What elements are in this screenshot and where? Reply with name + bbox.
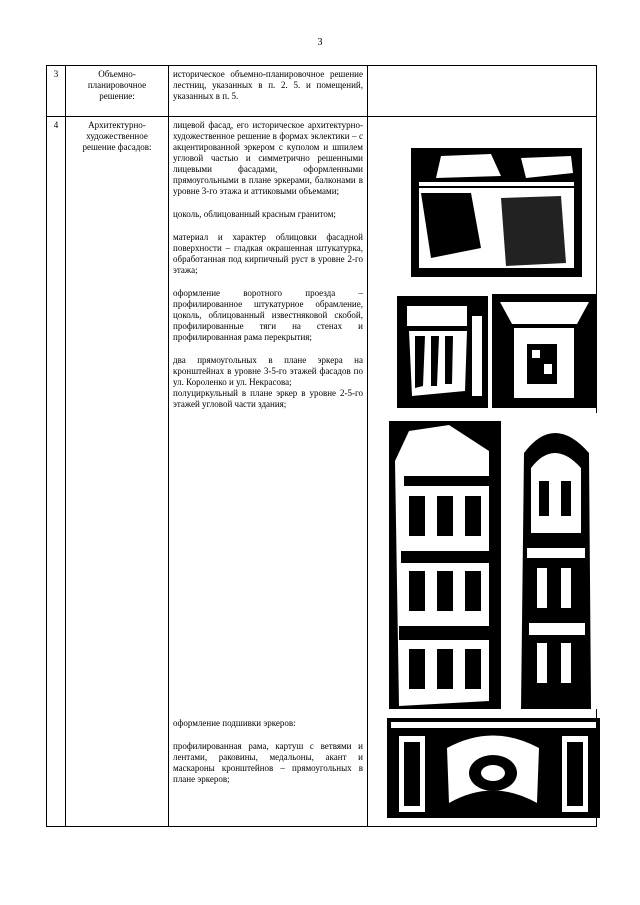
bay-window-photo	[389, 421, 501, 709]
page-number: 3	[317, 37, 323, 48]
description-paragraph: материал и характер облицовки фасадной поверхности – гладкая окрашенная штукатурка, обработанная под кирпичный руст в уровне 2-го этажа;	[173, 232, 363, 275]
row-number: 3	[53, 69, 59, 79]
facade-detail-photo	[411, 148, 582, 277]
monument-table	[46, 65, 597, 827]
description-paragraph: лицевой фасад, его историческое архитектурно-художественное решение в формах эклектики – с акцентированной эркером с куполом и шпилем угловой частью и симметрично решенными лицевыми фасадами, оформленными прямоугольными в плане эркерами, балконами в уровне 3-го этажа и аттиковыми объемами;	[173, 120, 363, 196]
gateway-photo-left	[397, 296, 488, 408]
description-paragraph: оформление воротного проезда – профилированное штукатурное обрамление, цоколь, облицованный известняковой скобой, профилированные тяги на стенах и профилированная рама перекрытия;	[173, 288, 363, 342]
subject-description-cont	[173, 718, 363, 797]
description-paragraph: полуциркульный в плане эркер в уровне 2-5-го этажей угловой части здания;	[173, 388, 363, 409]
description-paragraph: оформление подшивки эркеров:	[173, 718, 296, 728]
subject-description	[173, 69, 363, 114]
column-divider	[367, 66, 368, 826]
column-divider	[168, 66, 169, 826]
row-number: 4	[53, 120, 59, 130]
column-divider	[65, 66, 66, 826]
bay-underside-photo	[387, 718, 600, 818]
description-paragraph: историческое объемно-планировочное решение лестниц, указанных в п. 2. 5. и помещений, указанных в п. 5.	[173, 69, 363, 101]
description-paragraph: два прямоугольных в плане эркера на кронштейнах в уровне 3-5-го этажей фасадов по ул. Короленко и ул. Некрасова;	[173, 355, 363, 387]
subject-name: Объемно-планировочное решение:	[87, 69, 147, 101]
row-divider	[47, 116, 596, 117]
description-paragraph: профилированная рама, картуш с ветвями и лентами, раковины, медальоны, акант и маскароны кронштейнов – прямоугольных в плане эркеров;	[173, 741, 363, 784]
subject-description	[173, 120, 363, 422]
gateway-photo-right	[492, 294, 597, 408]
subject-name: Архитектурно-художественное решение фасадов:	[82, 120, 152, 152]
corner-bay-photo	[509, 413, 600, 709]
description-paragraph: цоколь, облицованный красным гранитом;	[173, 209, 336, 219]
